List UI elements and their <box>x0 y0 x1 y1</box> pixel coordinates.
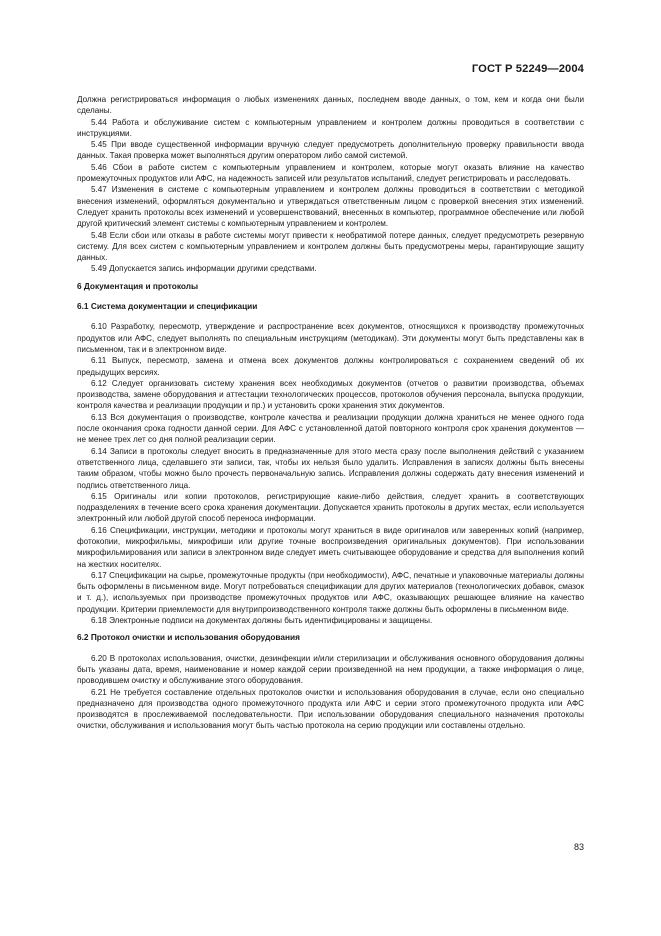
paragraph-6-18: 6.18 Электронные подписи на документах должны быть идентифицированы и защищены. <box>91 616 433 626</box>
paragraph-5-48: 5.48 Если сбои или отказы в работе системы могут привести к необратимой потере данных, следует предусмотреть резервную систему. Для всех систем с компьютерным управлением и контролем должны быть предусмотрены меры, гарантирующие защиту данных. <box>77 230 584 263</box>
section-heading-6-1: 6.1 Система документации и спецификации <box>77 301 258 312</box>
paragraph: Должна регистрироваться информация о любых изменениях данных, последнем вводе данных, о том, кем и когда они были сделаны. <box>77 95 584 116</box>
paragraph-6-15: 6.15 Оригиналы или копии протоколов, регистрирующие какие-либо действия, следует хранить в соответствующих подразделениях в течение всего срока хранения документации. Допускается хранить протоколы в других местах, если используется электронный или любой другой способ переноса информации. <box>77 491 584 524</box>
paragraph-5-44 <box>77 117 584 140</box>
paragraph-5-46: 5.46 Сбои в работе систем с компьютерным управлением и контролем, которые могут оказать влияние на качество промежуточных продуктов или АФС, на надежность записей или результатов испытаний, следует регистрировать и расследовать. <box>77 162 584 184</box>
paragraph-5-49: 5.49 Допускается запись информации другими средствами. <box>91 264 317 274</box>
paragraph-6-20: 6.20 В протоколах использования, очистки, дезинфекции и/или стерилизации и обслуживания основного оборудования должны быть указаны дата, время, наименование и номер каждой серии произведенной на нем продукции, а также информация о лице, проводившем очистку и обслуживание этого оборудования. <box>77 653 584 686</box>
paragraph-6-11: 6.11 Выпуск, пересмотр, замена и отмена всех документов должны контролироваться с сохранением сведений об их предыдущих версиях. <box>77 356 584 377</box>
page-number: 83 <box>573 842 584 852</box>
paragraph-6-13: 6.13 Вся документация о производстве, контроле качества и реализации продукции должна храниться не менее одного года после окончания срока годности данной серии. Для АФС с установленной датой повторного контроля срок хранения документов — не менее трех лет со дня полной реализации серии. <box>77 412 584 445</box>
paragraph-5-47: 5.47 Изменения в системе с компьютерным управлением и контролем должны проводиться в соответствии с методикой внесения изменений, оформляться документально и утверждаться ответственным лицом с проверкой внесения этих изменений. Следует хранить протоколы всех изменений и усовершенствований, внесенных в компьютер, программное обеспечение или любой другой критический элемент системы с компьютерным управлением и контролем. <box>77 185 584 229</box>
paragraph-6-16: 6.16 Спецификации, инструкции, методики и протоколы могут храниться в виде оригиналов или заверенных копий (например, фотокопии, микрофильмы, микрофиши или другие точные воспроизведения оригинальных документов). При использовании микрофильмирования или записи в электронном виде следует иметь считывающее оборудование и средства для выполнения копий на жестких носителях. <box>77 525 584 569</box>
paragraph-6-21: 6.21 Не требуется составление отдельных протоколов очистки и использования оборудования в случае, если оно специально предназначено для производства одного промежуточного продукта или АФС и серии этого промежуточного продукта или АФС производятся в прослеживаемой последовательности. При использовании оборудования специального назначения протоколы очистки, обслуживания и использования могут быть частью протокола на серию продукции или составлены отдельно. <box>77 687 584 731</box>
paragraph-5-45: 5.45 При вводе существенной информации вручную следует предусмотреть дополнительную проверку правильности ввода данных. Такая проверка может выполняться другим оператором либо самой системой. <box>77 140 584 161</box>
section-heading-6: 6 Документация и протоколы <box>77 280 199 291</box>
paragraph-6-12: 6.12 Следует организовать систему хранения всех необходимых документов (отчетов о развитии производства, объемах производства, замене оборудования и аттестации технологических процессов, протоколов обучения персонала, выпуска продукции, контроля качества и реализации продукции и пр.) и установить сроки хранения этих документов. <box>77 378 584 411</box>
paragraph-6-10: 6.10 Разработку, пересмотр, утверждение и распространение всех документов, относящихся к производству промежуточных продуктов или АФС, следует выполнять по специальным инструкциям (методикам). Эти документы могут быть представлены как в письменном, так и в электронном виде. <box>77 322 584 354</box>
paragraph-6-17: 6.17 Спецификации на сырье, промежуточные продукты (при необходимости), АФС, печатные и упаковочные материалы должны быть оформлены в письменном виде. Могут потребоваться спецификации для других материалов (технологических добавок, смазок и т. д.), используемых при производстве промежуточных продуктов или АФС, оказывающих решающее влияние на качество продукции. Критерии приемлемости для внутрипроизводственного контроля также должны быть оформлены в письменном виде. <box>77 570 584 614</box>
paragraph-text: 5.44 Работа и обслуживание систем с компьютерным управлением и контролем должны проводиться в соответствии с инструкциями. <box>77 117 584 138</box>
section-heading-6-2: 6.2 Протокол очистки и использования оборудования <box>77 632 300 643</box>
paragraph-6-14: 6.14 Записи в протоколы следует вносить в предназначенные для этого места сразу после выполнения действий с указанием ответственного лица, сделавшего эти записи, так, чтобы их нельзя было удалить. Исправления в записях должны быть внесены таким образом, чтобы можно было прочесть первоначальную запись. Исправления должны содержать дату внесения изменений и подпись ответственного лица. <box>77 446 584 490</box>
page-content <box>77 94 584 732</box>
standard-designation: ГОСТ Р 52249—2004 <box>471 63 584 75</box>
